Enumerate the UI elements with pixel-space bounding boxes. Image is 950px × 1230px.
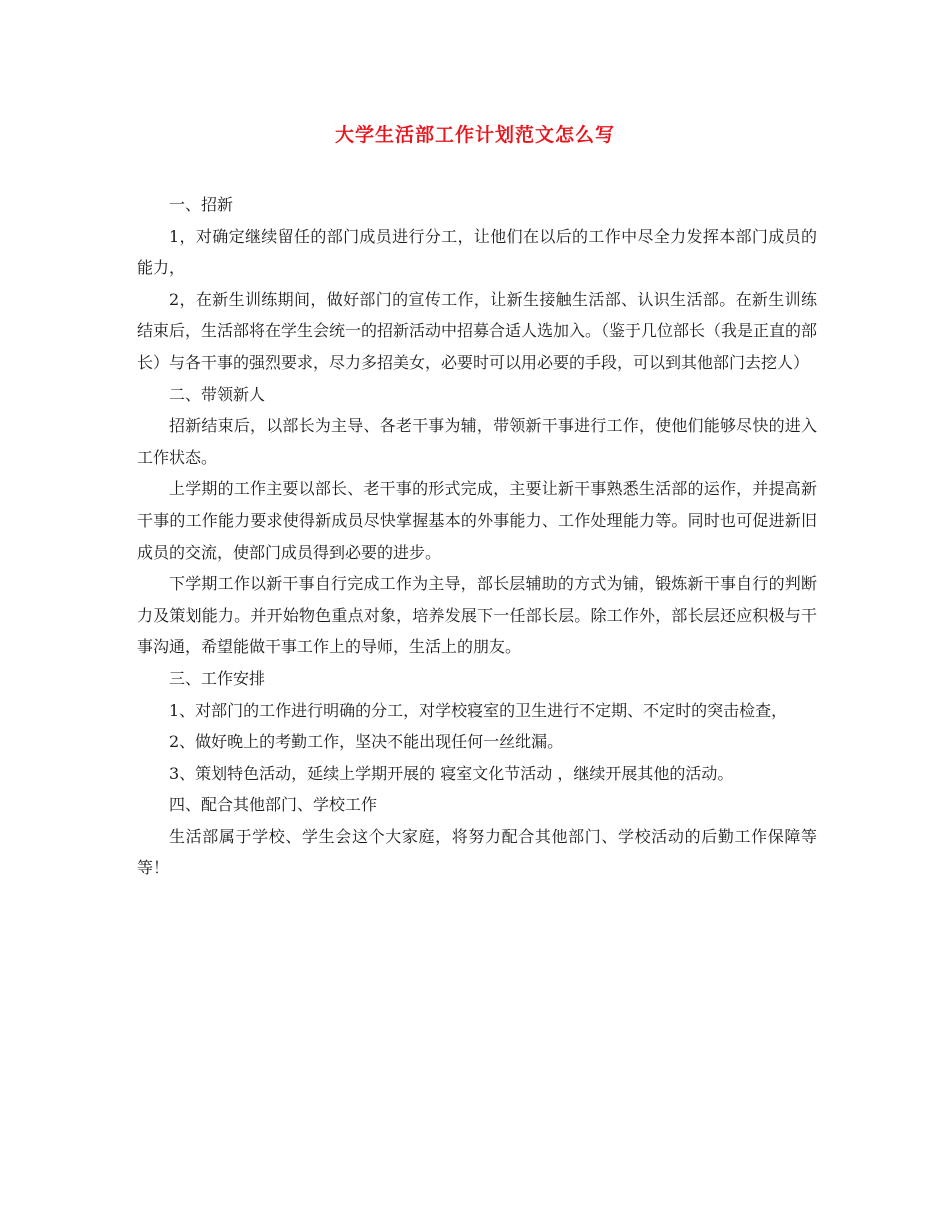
paragraph: 3、策划特色活动，延续上学期开展的 寝室文化节活动 ，继续开展其他的活动。: [169, 763, 734, 783]
paragraph: 2，在新生训练期间，做好部门的宣传工作，让新生接触生活部、认识生活部。在新生训练结束后，生活部将在学生会统一的招新活动中招募合适人选加入。（鉴于几位部长（我是正直的部长）与各干事的强烈要求，尽力多招美女，必要时可以用必要的手段，可以到其他部门去挖人）: [137, 289, 818, 372]
section-heading-cooperation: 四、配合其他部门、学校工作: [169, 795, 378, 815]
paragraph: 1，对确定继续留任的部门成员进行分工，让他们在以后的工作中尽全力发挥本部门成员的能力，: [137, 226, 817, 278]
document-title: 大学生活部工作计划范文怎么写: [334, 124, 615, 146]
paragraph: 上学期的工作主要以部长、老干事的形式完成，主要让新干事熟悉生活部的运作，并提高新干事的工作能力要求使得新成员尽快掌握基本的外事能力、工作处理能力等。同时也可促进新旧成员的交流，使部门成员得到必要的进步。: [137, 479, 817, 562]
document-body: [137, 189, 817, 884]
paragraph: 招新结束后，以部长为主导、各老干事为辅，带领新干事进行工作，使他们能够尽快的进入工作状态。: [137, 416, 817, 467]
paragraph: 2、做好晚上的考勤工作，坚决不能出现任何一丝纰漏。: [169, 732, 564, 752]
paragraph: 1、对部门的工作进行明确的分工，对学校寝室的卫生进行不定期、不定时的突击检查，: [169, 700, 788, 720]
paragraph: 下学期工作以新干事自行完成工作为主导，部长层辅助的方式为铺，锻炼新干事自行的判断力及策划能力。并开始物色重点对象，培养发展下一任部长层。除工作外，部长层还应积极与干事沟通，希望能做干事工作上的导师，生活上的朋友。: [137, 574, 817, 657]
section-heading-work-arrangement: 三、工作安排: [169, 668, 266, 688]
section-heading-recruitment: 一、招新: [169, 195, 234, 214]
paragraph: 生活部属于学校、学生会这个大家庭，将努力配合其他部门、学校活动的后勤工作保障等等！: [137, 826, 817, 878]
section-heading-lead-newcomers: 二、带领新人: [169, 384, 266, 404]
